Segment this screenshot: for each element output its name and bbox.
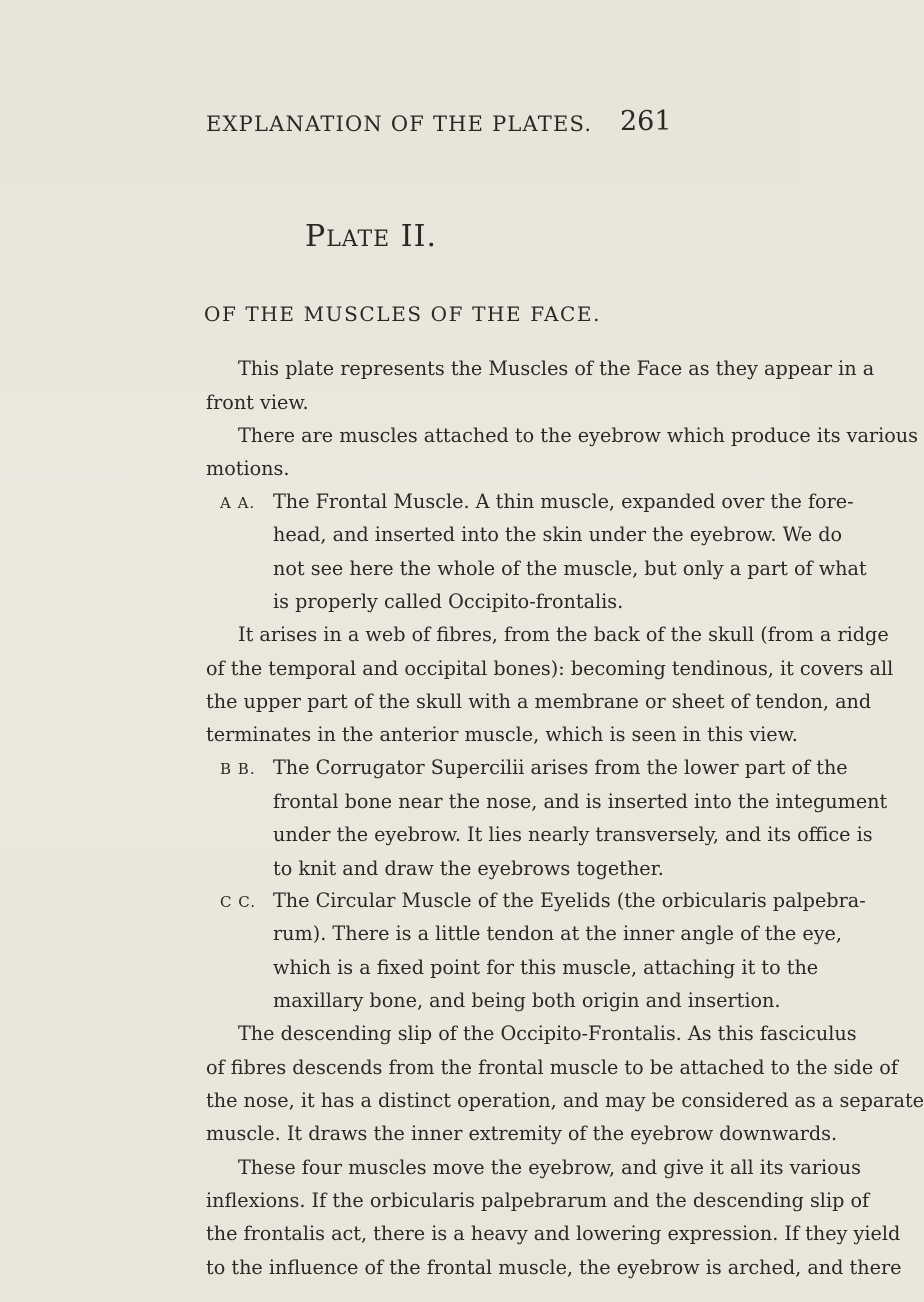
text-line: under the eyebrow. It lies nearly transversely, and its office is [273,823,873,846]
figure-reference: B B. [220,760,256,778]
text-line: rum). There is a little tendon at the inner angle of the eye, [273,922,843,945]
running-title: EXPLANATION OF THE PLATES. [206,112,593,136]
text-line: This plate represents the Muscles of the Face as they appear in a [238,357,875,380]
text-line: motions. [206,457,290,480]
text-line: is properly called Occipito-frontalis. [273,590,624,613]
text-line: It arises in a web of fibres, from the back of the skull (from a ridge [238,623,889,646]
text-line: of the temporal and occipital bones): becoming tendinous, it covers all [206,657,894,680]
text-line: There are muscles attached to the eyebrow which produce its various [238,424,918,447]
figure-reference: A A. [220,494,256,512]
text-line: the upper part of the skull with a membrane or sheet of tendon, and [206,690,872,713]
page-number: 261 [620,106,672,137]
text-line: the nose, it has a distinct operation, and may be considered as a separate [206,1089,924,1112]
text-line: the frontalis act, there is a heavy and lowering expression. If they yield [206,1222,901,1245]
text-line: muscle. It draws the inner extremity of the eyebrow downwards. [206,1122,838,1145]
plate-numeral: II. [400,219,438,254]
text-line: The Circular Muscle of the Eyelids (the orbicularis palpebra- [273,889,866,912]
figure-reference: C C. [220,893,256,911]
section-title: OF THE MUSCLES OF THE FACE. [204,302,602,326]
text-line: which is a fixed point for this muscle, attaching it to the [273,956,819,979]
text-line: The Corrugator Supercilii arises from the lower part of the [273,756,848,779]
text-line: maxillary bone, and being both origin and insertion. [273,989,781,1012]
text-line: inflexions. If the orbicularis palpebrarum and the descending slip of [206,1189,870,1212]
text-line: not see here the whole of the muscle, but only a part of what [273,557,867,580]
text-line: frontal bone near the nose, and is inserted into the integument [273,790,888,813]
text-line: terminates in the anterior muscle, which is seen in this view. [206,723,798,746]
text-line: of fibres descends from the frontal muscle to be attached to the side of [206,1056,898,1079]
plate-title-initial: P [305,219,327,254]
text-line: These four muscles move the eyebrow, and give it all its various [238,1156,861,1179]
text-line: head, and inserted into the skin under the eyebrow. We do [273,523,843,546]
text-line: to the influence of the frontal muscle, the eyebrow is arched, and there [206,1256,902,1279]
text-line: The Frontal Muscle. A thin muscle, expanded over the fore- [273,490,854,513]
text-line: to knit and draw the eyebrows together. [273,857,664,880]
plate-title-rest: LATE [326,227,391,252]
plate-title [305,219,437,254]
text-line: The descending slip of the Occipito-Frontalis. As this fasciculus [238,1022,857,1045]
text-line: front view. [206,391,309,414]
